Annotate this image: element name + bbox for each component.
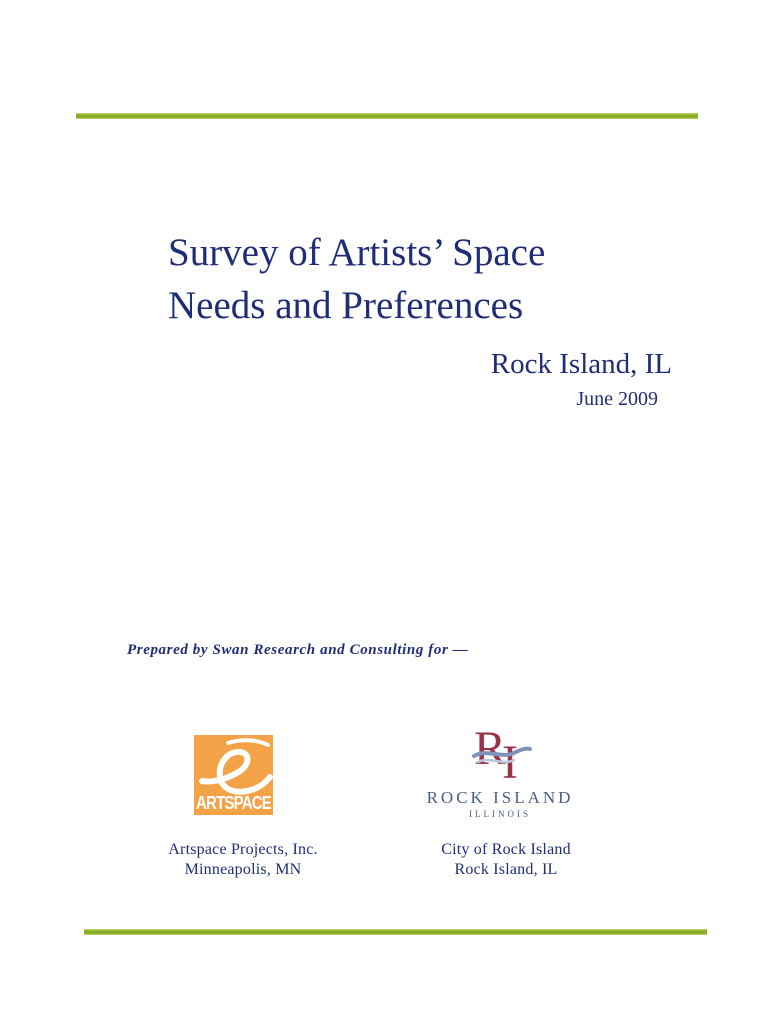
artspace-organization bbox=[133, 840, 353, 880]
title-line-2: Needs and Preferences bbox=[168, 284, 524, 327]
svg-text:I: I bbox=[502, 736, 518, 782]
bottom-divider bbox=[84, 929, 707, 935]
organization-name: City of Rock Island bbox=[441, 841, 571, 858]
svg-text:R: R bbox=[474, 722, 507, 775]
illinois-wordmark: ILLINOIS bbox=[469, 809, 531, 819]
artspace-wordmark: ARTSPACE bbox=[196, 792, 271, 814]
artspace-logo bbox=[194, 735, 273, 815]
rock-island-logo bbox=[420, 720, 580, 820]
top-divider bbox=[76, 113, 698, 119]
publication-date: June 2009 bbox=[576, 388, 658, 410]
prepared-by-line: Prepared by Swan Research and Consulting for — bbox=[127, 642, 469, 658]
organization-location: Rock Island, IL bbox=[454, 861, 558, 878]
title-line-1: Survey of Artists’ Space bbox=[168, 231, 546, 274]
organization-location: Minneapolis, MN bbox=[184, 861, 302, 878]
rock-island-wordmark: ROCK ISLAND bbox=[426, 788, 574, 807]
ri-monogram-icon bbox=[472, 720, 532, 782]
document-title bbox=[168, 226, 688, 332]
organization-name: Artspace Projects, Inc. bbox=[168, 841, 318, 858]
rock-island-organization bbox=[396, 840, 616, 880]
location-subtitle: Rock Island, IL bbox=[490, 348, 672, 380]
